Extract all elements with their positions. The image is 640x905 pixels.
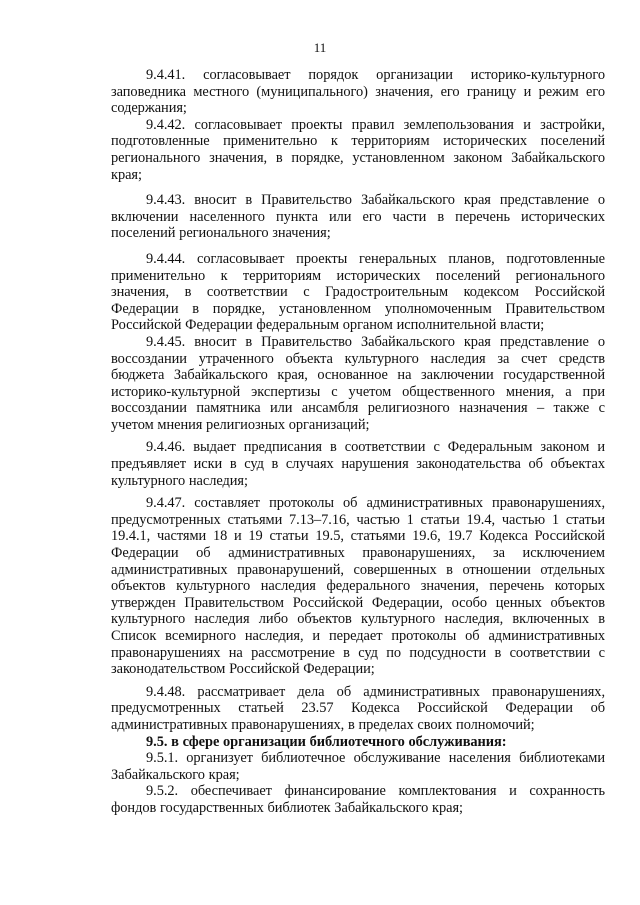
paragraph-9-5-1: 9.5.1. организует библиотечное обслуживание населения библиотеками Забайкальского края; (111, 750, 605, 783)
document-body (111, 67, 605, 817)
paragraph-9-4-41: 9.4.41. согласовывает порядок организации историко-культурного заповедника местного (муниципального) значения, его границу и режим его содержания; (111, 67, 605, 117)
paragraph-9-4-48: 9.4.48. рассматривает дела об административных правонарушениях, предусмотренных статьей 23.57 Кодекса Российской Федерации об административных правонарушениях, в пределах своих полномочий; (111, 683, 605, 733)
page-number: 11 (313, 40, 327, 55)
paragraph-9-4-45: 9.4.45. вносит в Правительство Забайкальского края представление о воссоздании утраченного объекта культурного наследия за счет средств бюджета Забайкальского края, основанное на заключении государственной историко-культурной экспертизы с учетом общественного мнения, а при воссоздании памятника или ансамбля религиозного назначения – также с учетом мнения религиозных организаций; (111, 333, 605, 433)
paragraph-9-5-2: 9.5.2. обеспечивает финансирование комплектования и сохранность фондов государственных библиотек Забайкальского края; (111, 783, 605, 816)
paragraph-9-4-43: 9.4.43. вносит в Правительство Забайкальского края представление о включении населенного пункта или его части в перечень исторических поселений регионального значения; (111, 192, 605, 242)
section-heading-9-5: 9.5. в сфере организации библиотечного обслуживания: (146, 733, 507, 750)
paragraph-9-4-42: 9.4.42. согласовывает проекты правил землепользования и застройки, подготовленные применительно к территориям исторических поселений регионального значения, в порядке, установленном законом Забайкальского края; (111, 116, 605, 183)
paragraph-9-4-44: 9.4.44. согласовывает проекты генеральных планов, подготовленные применительно к территориям исторических поселений регионального значения, в соответствии с Градостроительным кодексом Российской Федерации в порядке, установленном уполномоченным Правительством Российской Федерации федеральным органом исполнительной власти; (111, 250, 605, 334)
paragraph-9-4-47: 9.4.47. составляет протоколы об административных правонарушениях, предусмотренных статьями 7.13–7.16, частью 1 статьи 19.4, частью 1 статьи 19.4.1, частями 18 и 19 статьи 19.5, статьями 19.6, 19.7 Кодекса Российской Федерации об административных правонарушениях, за исключением административных правонарушений, совершенных в отношении отдельных объектов культурного наследия федерального значения, перечень которых утвержден Правительством Российской Федерации, особо ценных объектов культурного наследия либо объектов культурного наследия, включенных в Список всемирного наследия, и передает протоколы об административных правонарушениях на рассмотрение в суд по подсудности в соответствии с законодательством Российской Федерации; (111, 495, 605, 678)
paragraph-9-4-46: 9.4.46. выдает предписания в соответствии с Федеральным законом и предъявляет иски в суд в случаях нарушения законодательства об объектах культурного наследия; (111, 439, 605, 489)
